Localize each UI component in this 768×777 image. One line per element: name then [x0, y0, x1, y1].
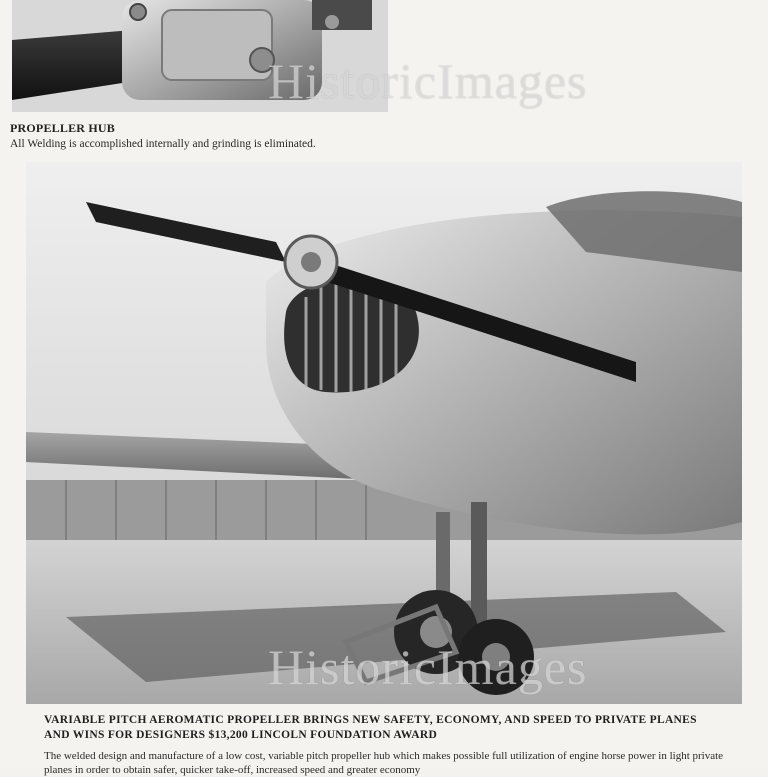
inset-title: PROPELLER HUB: [10, 121, 115, 135]
inset-caption: [10, 121, 390, 150]
watermark-bottom: HistoricImages: [268, 639, 588, 695]
aircraft-photo: [26, 162, 742, 704]
inset-caption-text: All Welding is accomplished internally and grinding is eliminated.: [10, 138, 316, 150]
caption-body: The welded design and manufacture of a low cost, variable pitch propeller hub which makes possible full utilization of engine horse power in light private planes in order to obtain safer, quicker take-off, increased speed and greater economy: [44, 750, 724, 776]
caption-headline: VARIABLE PITCH AEROMATIC PROPELLER BRINGS NEW SAFETY, ECONOMY, AND SPEED TO PRIVATE PLANES AND WINS FOR DESIGNERS $13,200 LINCOLN FOUNDATION AWARD: [44, 714, 697, 741]
main-caption: [44, 713, 724, 777]
propeller-hub-photo: [12, 0, 388, 112]
watermark-top: HistoricImages: [268, 53, 588, 109]
